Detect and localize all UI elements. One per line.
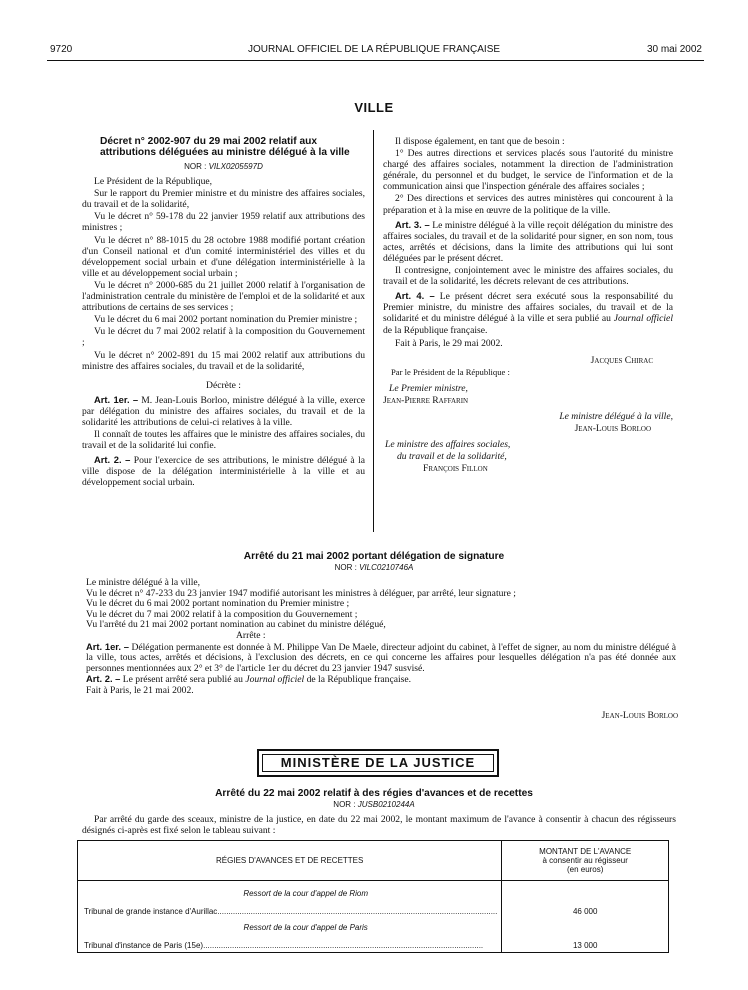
arrete2-nor: NOR : JUSB0210244A bbox=[333, 800, 415, 809]
arrete1-title: Arrêté du 21 mai 2002 portant délégation de signature bbox=[243, 551, 505, 562]
decret-right-column bbox=[383, 136, 673, 476]
column-divider bbox=[373, 130, 374, 532]
ressort-paris: Ressort de la cour d'appel de Paris bbox=[243, 923, 368, 932]
decret-para: Le Président de la République, bbox=[94, 176, 213, 188]
arrete2-intro: Par arrêté du garde des sceaux, ministre de la justice, en date du 22 mai 2002, le montant maximum de l'avance à consentir à chacun des régisseurs désignés ci-après est fixé selon le tableau suivant : bbox=[82, 814, 676, 836]
table-regies-cell bbox=[78, 881, 502, 953]
decret-article-1-para: Il connaît de toutes les affaires que le ministre des affaires sociales, du travail et de la solidarité lui confie. bbox=[82, 429, 365, 452]
decret-fait: Fait à Paris, le 29 mai 2002. bbox=[395, 337, 503, 349]
arrete1-line: Vu le décret du 7 mai 2002 relatif à la composition du Gouvernement ; bbox=[86, 608, 358, 620]
decret-article-3-para: Il contresigne, conjointement avec le ministre des affaires sociales, du travail et de la solidarité, les décrets relevant de ces attributions. bbox=[383, 265, 673, 288]
tribunal-paris: Tribunal d'instance de Paris (15e).............................................................................................................................. bbox=[84, 941, 484, 950]
decret-item-2: 2° Des directions et services des autres ministères qui concourent à la préparation et à la mise en œuvre de la politique de la ville. bbox=[383, 193, 673, 216]
section-title-ville: VILLE bbox=[354, 100, 394, 115]
signature-president: Jacques Chirac bbox=[590, 354, 653, 366]
decret-para: Vu le décret n° 2000-685 du 21 juillet 2000 relatif à l'organisation de l'administration centrale du ministère de l'emploi et de la solidarité et aux attributions de certains de ses services ; bbox=[82, 279, 365, 314]
mdv-name: Jean-Louis Borloo bbox=[574, 423, 651, 435]
arrete1-body bbox=[86, 578, 676, 697]
arrete1-fait: Fait à Paris, le 21 mai 2002. bbox=[86, 684, 194, 696]
decret-para: Vu le décret du 6 mai 2002 portant nomination du Premier ministre ; bbox=[94, 314, 358, 326]
decret-title: Décret n° 2002-907 du 29 mai 2002 relatif aux attributions déléguées au ministre délégué à la ville bbox=[100, 136, 350, 158]
section-title-justice: MINISTÈRE DE LA JUSTICE bbox=[262, 754, 494, 772]
regies-table bbox=[77, 840, 669, 953]
pm-title: Le Premier ministre, bbox=[389, 382, 468, 394]
arrete1-nor: NOR : VILC0210746A bbox=[334, 563, 414, 572]
arrete1-line: Vu le décret n° 47-233 du 23 janvier 1947 modifié autorisant les ministres à déléguer, par arrêté, leur signature ; bbox=[86, 587, 516, 599]
decrete-heading: Décrète : bbox=[206, 379, 241, 391]
tribunal-aurillac: Tribunal de grande instance d'Aurillac.............................................................................................................................. bbox=[84, 907, 498, 916]
decret-article-1: Art. 1er. – M. Jean-Louis Borloo, ministre délégué à la ville, exerce par délégation du ministre des affaires sociales, du travail et de la solidarité les attributions de celui-ci relatives à la ville. bbox=[82, 393, 366, 428]
decret-left-column bbox=[82, 136, 365, 490]
decret-dispose: Il dispose également, en tant que de besoin : bbox=[395, 136, 565, 147]
mdv-title: Le ministre délégué à la ville, bbox=[559, 411, 673, 423]
issue-date: 30 mai 2002 bbox=[646, 44, 702, 55]
decret-nor: NOR : VILX0205597D bbox=[184, 162, 263, 171]
section-box-justice bbox=[257, 749, 499, 777]
mas-title-1: Le ministre des affaires sociales, bbox=[385, 439, 511, 451]
ressort-riom: Ressort de la cour d'appel de Riom bbox=[243, 889, 369, 898]
arrete1-signature: Jean-Louis Borloo bbox=[601, 710, 678, 721]
mas-title-2: du travail et de la solidarité, bbox=[397, 451, 507, 463]
decret-article-3: Art. 3. – Le ministre délégué à la ville reçoit délégation du ministre des affaires sociales, du travail et de la solidarité pour signer, en son nom, tous actes, arrêtés et décisions, dans la limite des attributions qui lui sont déléguées par le présent décret. bbox=[383, 218, 673, 264]
arrete1-article-2: Art. 2. – Le présent arrêté sera publié au Journal officiel de la République française. bbox=[86, 673, 412, 686]
par-le-president: Par le Président de la République : bbox=[391, 366, 510, 377]
arrete1-line: Le ministre délégué à la ville, bbox=[86, 577, 201, 588]
arrete1-arrete-heading: Arrête : bbox=[236, 629, 266, 641]
mas-name: François Fillon bbox=[423, 463, 488, 475]
decret-para: Sur le rapport du Premier ministre et du ministre des affaires sociales, du travail et de la solidarité, bbox=[82, 188, 365, 211]
decret-article-2: Art. 2. – Pour l'exercice de ses attributions, le ministre délégué à la ville dispose de la délégation interministérielle à la ville et au développement social urbain. bbox=[82, 454, 365, 489]
header-rule bbox=[47, 60, 704, 61]
arrete1-line: Vu le décret du 6 mai 2002 portant nomination du Premier ministre ; bbox=[86, 598, 350, 610]
arrete1-article-1: Art. 1er. – Délégation permanente est donnée à M. Philippe Van De Maele, directeur adjoint du cabinet, à l'effet de signer, au nom du ministre délégué à la ville, tous actes, arrêtés et décisions, à l'exclusion des décrets, en ce qui concerne les affaires pour lesquelles délégation n'a pas été donnée aux personnes mentionnées aux 2° et 3° de l'article 1er du décret du 23 janvier 1947 susvisé. bbox=[86, 640, 676, 674]
page-number: 9720 bbox=[50, 44, 73, 55]
table-header-montant: MONTANT DE L'AVANCE à consentir au régisseur (en euros) bbox=[502, 841, 669, 881]
decret-article-4: Art. 4. – Le présent décret sera exécuté sous la responsabilité du Premier ministre, du ministre des affaires sociales, du travail et de la solidarité et du ministre délégué à la ville et sera publié au Journal officiel de la République française. bbox=[383, 290, 673, 336]
decret-item-1: 1° Des autres directions et services placés sous l'autorité du ministre chargé des affaires sociales, notamment la direction de l'administration générale, du personnel et du budget, le service de l'information et de la communication ainsi que l'inspection générale des affaires sociales ; bbox=[383, 148, 673, 193]
amount-paris: 13 000 bbox=[572, 941, 598, 950]
journal-title: JOURNAL OFFICIEL DE LA RÉPUBLIQUE FRANÇAISE bbox=[247, 44, 501, 55]
decret-para: Vu le décret n° 59-178 du 22 janvier 1959 relatif aux attributions des ministres ; bbox=[82, 211, 365, 234]
table-header-regies: RÉGIES D'AVANCES ET DE RECETTES bbox=[78, 841, 502, 881]
decret-para: Vu le décret du 7 mai 2002 relatif à la composition du Gouvernement ; bbox=[82, 326, 365, 349]
decret-para: Vu le décret n° 88-1015 du 28 octobre 1988 modifié portant création d'un Conseil national et d'un comité interministériel des villes et du développement social urbain et d'une délégation interministérielle à la ville et au développement social urbain ; bbox=[82, 234, 365, 279]
amount-aurillac: 46 000 bbox=[572, 907, 598, 916]
arrete1-line: Vu l'arrêté du 21 mai 2002 portant nomination au cabinet du ministre délégué, bbox=[86, 619, 386, 631]
decret-para: Vu le décret n° 2002-891 du 15 mai 2002 relatif aux attributions du ministre des affaires sociales, du travail et de la solidarité, bbox=[82, 349, 365, 372]
arrete2-title: Arrêté du 22 mai 2002 relatif à des régies d'avances et de recettes bbox=[215, 788, 533, 799]
table-montant-cell bbox=[502, 881, 669, 953]
pm-name: Jean-Pierre Raffarin bbox=[383, 394, 469, 406]
